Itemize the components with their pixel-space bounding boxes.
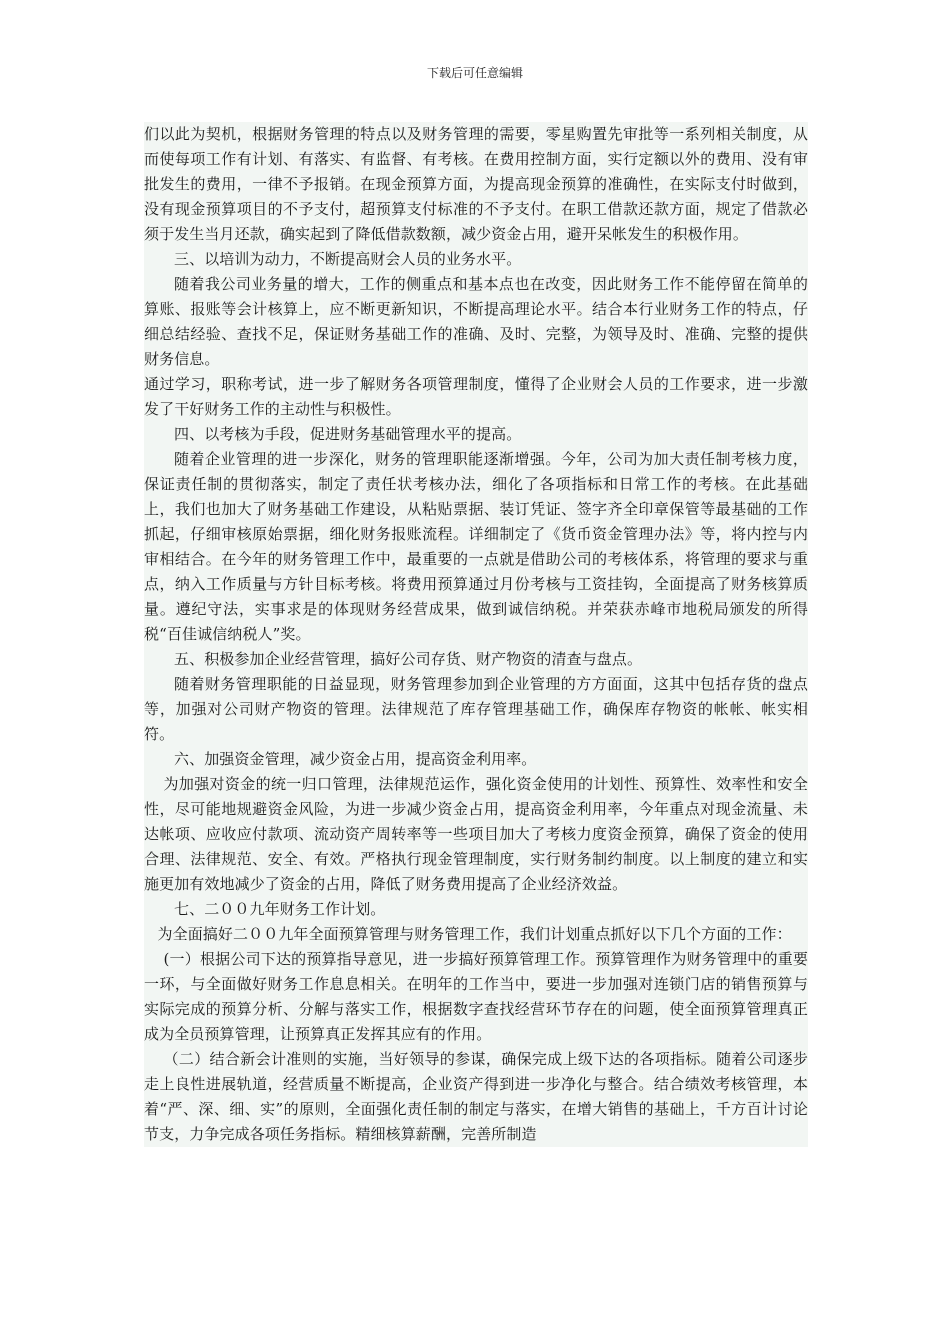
paragraph-assessment: 随着企业管理的进一步深化，财务的管理职能逐渐增强。今年，公司为加大责任制考核力度，保证责任制的贯彻落实，制定了责任状考核办法，细化了各项指标和日常工作的考核。在此基础上，我们也加大了财务基础工作建设，从粘贴票据、装订凭证、签字齐全印章保管等最基础的工作抓起，仔细审核原始票据，细化财务报账流程。详细制定了《货币资金管理办法》等，将内控与内审相结合。在今年的财务管理工作中，最重要的一点就是借助公司的考核体系，将管理的要求与重点，纳入工作质量与方针目标考核。将费用预算通过月份考核与工资挂钩，全面提高了财务核算质量。遵纪守法，实事求是的体现财务经营成果，做到诚信纳税。并荣获赤峰市地税局颁发的所得税“百佳诚信纳税人”奖。 xyxy=(144,447,808,647)
paragraph-inventory: 随着财务管理职能的日益显现，财务管理参加到企业管理的方方面面，这其中包括存货的盘点等，加强对公司财产物资的管理。法律规范了库存管理基础工作，确保库存物资的帐帐、帐实相符。 xyxy=(144,672,808,747)
section-heading-7: 七、二００九年财务工作计划。 xyxy=(144,897,808,922)
paragraph-intro-continuation: 们以此为契机，根据财务管理的特点以及财务管理的需要，零星购置先审批等一系列相关制度，从而使每项工作有计划、有落实、有监督、有考核。在费用控制方面，实行定额以外的费用、没有审批发生的费用，一律不予报销。在现金预算方面，为提高现金预算的准确性，在实际支付时做到，没有现金预算项目的不予支付，超预算支付标准的不予支付。在职工借款还款方面，规定了借款必须于发生当月还款，确实起到了降低借款数额，减少资金占用，避开呆帐发生的积极作用。 xyxy=(144,122,808,247)
document-body xyxy=(144,122,808,1147)
paragraph-plan-intro: 为全面搞好二００九年全面预算管理与财务管理工作，我们计划重点抓好以下几个方面的工作： xyxy=(144,922,808,947)
paragraph-plan-item-1: (一）根据公司下达的预算指导意见，进一步搞好预算管理工作。预算管理作为财务管理中的重要一环，与全面做好财务工作息息相关。在明年的工作当中，要进一步加强对连锁门店的销售预算与实际完成的预算分析、分解与落实工作，根据数字查找经营环节存在的问题，使全面预算管理真正成为全员预算管理，让预算真正发挥其应有的作用。 xyxy=(144,947,808,1047)
section-heading-6: 六、加强资金管理，减少资金占用，提高资金利用率。 xyxy=(144,747,808,772)
paragraph-training: 随着我公司业务量的增大，工作的侧重点和基本点也在改变，因此财务工作不能停留在简单的算账、报账等会计核算上，应不断更新知识，不断提高理论水平。结合本行业财务工作的特点，仔细总结经验、查找不足，保证财务基础工作的准确、及时、完整，为领导及时、准确、完整的提供财务信息。 xyxy=(144,272,808,372)
paragraph-funds: 为加强对资金的统一归口管理，法律规范运作，强化资金使用的计划性、预算性、效率性和安全性，尽可能地规避资金风险，为进一步减少资金占用，提高资金利用率，今年重点对现金流量、未达帐项、应收应付款项、流动资产周转率等一些项目加大了考核力度资金预算，确保了资金的使用合理、法律规范、安全、有效。严格执行现金管理制度，实行财务制约制度。以上制度的建立和实施更加有效地减少了资金的占用，降低了财务费用提高了企业经济效益。 xyxy=(144,772,808,897)
page-header-note: 下载后可任意编辑 xyxy=(426,66,523,80)
section-heading-3: 三、以培训为动力，不断提高财会人员的业务水平。 xyxy=(144,247,808,272)
section-heading-4: 四、以考核为手段，促进财务基础管理水平的提高。 xyxy=(144,422,808,447)
paragraph-plan-item-2: （二）结合新会计准则的实施，当好领导的参谋，确保完成上级下达的各项指标。随着公司逐步走上良性进展轨道，经营质量不断提高，企业资产得到进一步净化与整合。结合绩效考核管理，本着“严、深、细、实”的原则，全面强化责任制的制定与落实，在增大销售的基础上，千方百计讨论节支，力争完成各项任务指标。精细核算薪酬，完善所制造 xyxy=(144,1047,808,1147)
paragraph-study: 通过学习，职称考试，进一步了解财务各项管理制度，懂得了企业财会人员的工作要求，进一步激发了干好财务工作的主动性与积极性。 xyxy=(144,372,808,422)
section-heading-5: 五、积极参加企业经营管理，搞好公司存货、财产物资的清查与盘点。 xyxy=(144,647,808,672)
